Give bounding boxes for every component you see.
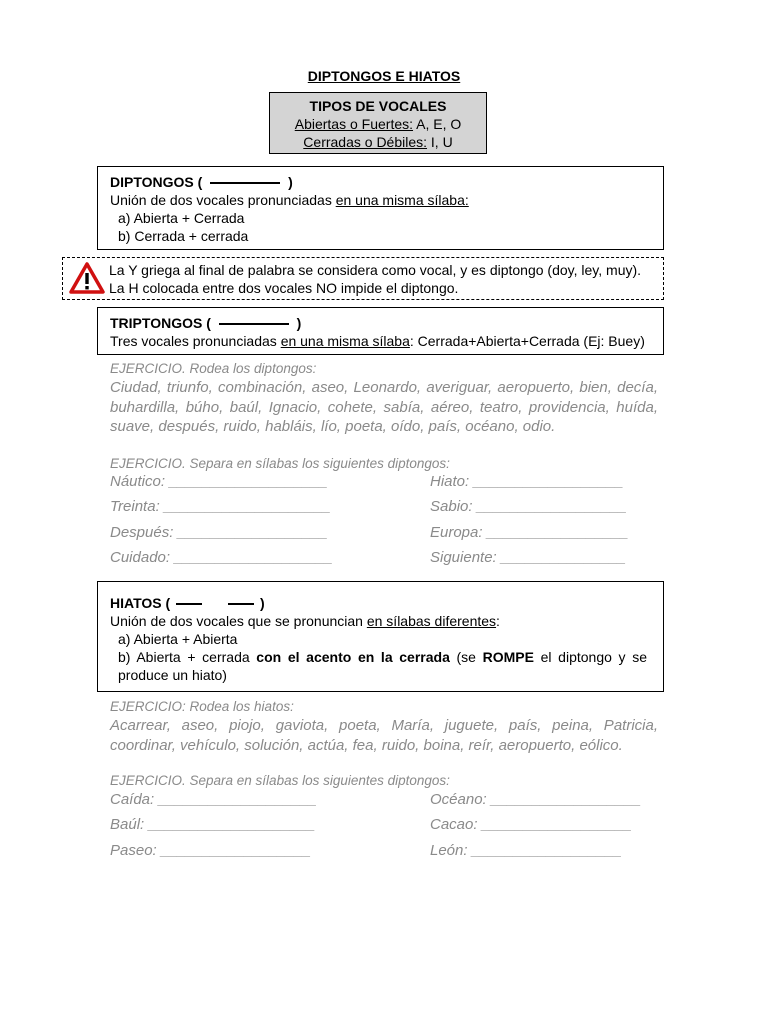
cerradas-label: Cerradas o Débiles:	[303, 134, 428, 150]
triptongos-def-prefix: Tres vocales pronunciadas	[110, 333, 281, 349]
diptongos-box	[97, 166, 664, 250]
hiatos-item-b-rompe: ROMPE	[482, 649, 534, 665]
ejercicio4-field-caida[interactable]: Caída: ___________________	[110, 791, 317, 808]
triptongos-heading	[110, 314, 651, 332]
warning-line-2: La H colocada entre dos vocales NO impide el diptongo.	[109, 280, 459, 296]
abiertas-label: Abiertas o Fuertes:	[294, 116, 414, 132]
triptongos-heading-close: )	[296, 315, 302, 331]
ejercicio3-text: Acarrear, aseo, piojo, gaviota, poeta, María, juguete, país, peina, Patricia, coordinar, vehículo, solución, actúa, fea, ruido, boina, reír, aeropuerto, eólico.	[110, 717, 658, 754]
hiatos-def-underlined: en sílabas diferentes	[366, 613, 497, 629]
diptongos-definition	[110, 191, 651, 209]
ejercicio4-field-paseo[interactable]: Paseo: __________________	[110, 842, 312, 859]
hiatos-item-a: a) Abierta + Abierta	[118, 631, 238, 647]
ejercicio2-field-treinta[interactable]: Treinta: ____________________	[110, 498, 331, 515]
warning-line-1: La Y griega al final de palabra se considera como vocal, y es diptongo (doy, ley, muy).	[109, 262, 642, 278]
triptongos-def-underlined: en una misma sílaba	[280, 333, 410, 349]
ejercicio4-field-leon[interactable]: León: __________________	[430, 842, 622, 859]
hiatos-item-b-part3: el diptongo y se produce un hiato)	[118, 649, 647, 683]
triptongos-def-suffix: : Cerrada+Abierta+Cerrada (Ej: Buey)	[409, 333, 645, 349]
tipos-de-vocales-box	[269, 92, 487, 154]
ejercicio4-title: EJERCICIO. Separa en sílabas los siguientes diptongos:	[110, 773, 450, 788]
warning-triangle-icon	[69, 262, 105, 294]
hiatos-heading-open: HIATOS (	[110, 595, 171, 611]
split-line-right-icon	[228, 603, 254, 605]
ejercicio4-field-oceano[interactable]: Océano: __________________	[430, 791, 642, 808]
hiatos-heading	[110, 594, 651, 612]
ejercicio2-field-cuidado[interactable]: Cuidado: ___________________	[110, 549, 333, 566]
cerradas-row	[270, 133, 486, 151]
warning-box	[62, 257, 664, 300]
hiatos-box	[97, 581, 664, 692]
page-title: DIPTONGOS E HIATOS	[307, 68, 461, 84]
triptongos-box	[97, 307, 664, 355]
hiatos-item-b-bold: con el acento en la cerrada	[256, 649, 450, 665]
ejercicio1-title: EJERCICIO. Rodea los diptongos:	[110, 361, 317, 376]
hiatos-item-b-part2: (se	[449, 649, 483, 665]
split-line-left-icon	[176, 603, 202, 605]
diptongos-heading	[110, 173, 651, 191]
diptongos-def-underlined: en una misma sílaba:	[335, 192, 469, 208]
tipos-heading: TIPOS DE VOCALES	[309, 98, 447, 114]
ejercicio2-field-hiato[interactable]: Hiato: __________________	[430, 473, 624, 490]
ejercicio4-field-cacao[interactable]: Cacao: __________________	[430, 816, 632, 833]
abiertas-value: A, E, O	[413, 116, 462, 132]
triptongos-heading-open: TRIPTONGOS (	[110, 315, 211, 331]
diptongos-heading-open: DIPTONGOS (	[110, 174, 203, 190]
ejercicio1-text: Ciudad, triunfo, combinación, aseo, Leonardo, averiguar, aeropuerto, bien, decía, buhardilla, búho, baúl, Ignacio, cohete, sabía, aéreo, teatro, providencia, huída, suave, después, ruido, habláis, lío, poeta, oído, país, océano, odio.	[110, 379, 658, 435]
ejercicio2-field-siguiente[interactable]: Siguiente: _______________	[430, 549, 627, 566]
diptongos-item-a: a) Abierta + Cerrada	[118, 210, 245, 226]
ejercicio2-title: EJERCICIO. Separa en sílabas los siguientes diptongos:	[110, 456, 450, 471]
hiatos-def-prefix: Unión de dos vocales que se pronuncian	[110, 613, 367, 629]
hiatos-definition	[110, 612, 651, 630]
ejercicio4-field-baul[interactable]: Baúl: ____________________	[110, 816, 316, 833]
single-line-icon	[219, 323, 289, 325]
diptongos-def-prefix: Unión de dos vocales pronunciadas	[110, 192, 336, 208]
triptongos-definition	[110, 332, 651, 350]
single-line-icon	[210, 182, 280, 184]
hiatos-item-b-part1: b) Abierta + cerrada	[118, 649, 257, 665]
diptongos-item-b: b) Cerrada + cerrada	[118, 228, 249, 244]
ejercicio2-field-sabio[interactable]: Sabio: __________________	[430, 498, 627, 515]
ejercicio2-field-europa[interactable]: Europa: _________________	[430, 524, 629, 541]
ejercicio2-field-nautico[interactable]: Náutico: ___________________	[110, 473, 328, 490]
ejercicio3-title: EJERCICIO: Rodea los hiatos:	[110, 699, 294, 714]
warning-text	[109, 261, 661, 297]
hiatos-item-b	[110, 648, 651, 684]
cerradas-value: I, U	[427, 134, 453, 150]
abiertas-row	[270, 115, 486, 133]
hiatos-def-suffix: :	[496, 613, 500, 629]
hiatos-heading-close: )	[259, 595, 265, 611]
diptongos-heading-close: )	[288, 174, 293, 190]
ejercicio2-field-despues[interactable]: Después: __________________	[110, 524, 328, 541]
